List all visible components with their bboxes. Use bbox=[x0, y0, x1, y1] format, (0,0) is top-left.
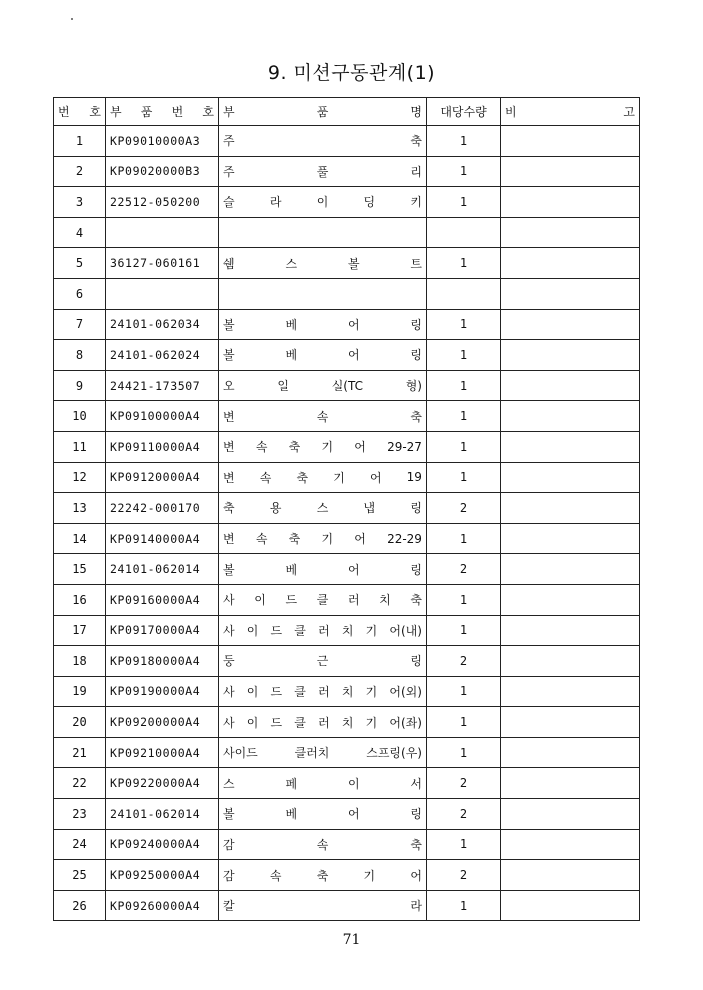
part-name-segment: 클 bbox=[316, 593, 329, 608]
table-row bbox=[54, 646, 640, 677]
part-name-segment: 키 bbox=[410, 195, 422, 210]
cell-note bbox=[501, 217, 640, 248]
cell-qty: 1 bbox=[427, 156, 501, 187]
cell-note bbox=[501, 890, 640, 921]
header-char: 호 bbox=[202, 105, 214, 119]
cell-note bbox=[501, 401, 640, 432]
cell-part-name bbox=[219, 493, 427, 524]
cell-qty: 1 bbox=[427, 707, 501, 738]
part-name-segment: 볼 bbox=[223, 348, 235, 363]
part-name-segment: 용 bbox=[269, 501, 282, 516]
cell-part-name bbox=[219, 737, 427, 768]
cell-part-no: KP09010000A3 bbox=[106, 126, 219, 157]
part-name-segment: 기 bbox=[321, 532, 334, 547]
part-name-segment: 주 bbox=[223, 134, 235, 149]
cell-no: 14 bbox=[54, 523, 106, 554]
cell-part-name bbox=[219, 217, 427, 248]
cell-part-no: 24101-062024 bbox=[106, 340, 219, 371]
cell-note bbox=[501, 431, 640, 462]
cell-part-name bbox=[219, 340, 427, 371]
part-name-segment: 쉠 bbox=[223, 256, 235, 271]
part-name-segment: 어 bbox=[354, 532, 366, 547]
cell-part-name bbox=[219, 615, 427, 646]
cell-no: 15 bbox=[54, 554, 106, 585]
cell-part-no bbox=[106, 278, 219, 309]
cell-no: 18 bbox=[54, 646, 106, 677]
part-name-segment: 사 bbox=[223, 715, 235, 730]
cell-note bbox=[501, 493, 640, 524]
cell-note bbox=[501, 462, 640, 493]
part-name-segment: 속 bbox=[269, 868, 282, 883]
cell-part-name bbox=[219, 187, 427, 218]
part-name-segment: 스 bbox=[316, 501, 329, 516]
cell-qty bbox=[427, 217, 501, 248]
cell-part-name bbox=[219, 248, 427, 279]
part-name-segment: 속 bbox=[316, 837, 329, 852]
cell-no: 17 bbox=[54, 615, 106, 646]
cell-qty: 1 bbox=[427, 890, 501, 921]
part-name-segment: 클러치 bbox=[294, 746, 330, 761]
table-row bbox=[54, 829, 640, 860]
cell-part-no: 36127-060161 bbox=[106, 248, 219, 279]
cell-no: 25 bbox=[54, 860, 106, 891]
part-name-segment: 어 bbox=[354, 440, 366, 455]
cell-note bbox=[501, 370, 640, 401]
cell-qty: 1 bbox=[427, 309, 501, 340]
part-name-segment: 어(좌) bbox=[389, 715, 422, 730]
part-name-segment: 드 bbox=[285, 593, 298, 608]
part-name-segment: 근 bbox=[316, 654, 329, 669]
header-part-name bbox=[219, 98, 427, 126]
part-name-segment: 감 bbox=[223, 868, 235, 883]
table-row bbox=[54, 156, 640, 187]
cell-qty: 2 bbox=[427, 493, 501, 524]
part-name-segment: 이 bbox=[246, 623, 259, 638]
part-name-segment: 트 bbox=[410, 256, 422, 271]
cell-part-no: KP09110000A4 bbox=[106, 431, 219, 462]
part-name-segment: 속 bbox=[259, 470, 272, 485]
cell-part-name bbox=[219, 156, 427, 187]
part-name-segment: 어 bbox=[369, 470, 382, 485]
cell-part-name bbox=[219, 890, 427, 921]
part-name-segment: 속 bbox=[255, 532, 268, 547]
cell-part-name bbox=[219, 126, 427, 157]
parts-table-header bbox=[54, 98, 640, 126]
part-name-segment: 형) bbox=[405, 379, 422, 394]
table-row bbox=[54, 737, 640, 768]
cell-part-name bbox=[219, 584, 427, 615]
cell-no: 4 bbox=[54, 217, 106, 248]
part-name-segment: 변 bbox=[223, 470, 235, 485]
part-name-segment: 스 bbox=[285, 256, 298, 271]
header-char: 부 bbox=[223, 105, 235, 119]
part-name-segment: 실(TC bbox=[331, 379, 363, 394]
part-name-segment: 사 bbox=[223, 684, 235, 699]
header-qty: 대당수량 bbox=[427, 98, 501, 126]
cell-qty: 1 bbox=[427, 462, 501, 493]
cell-part-name bbox=[219, 309, 427, 340]
part-name-segment: 축 bbox=[296, 470, 309, 485]
cell-note bbox=[501, 309, 640, 340]
part-name-segment: 드 bbox=[270, 715, 283, 730]
cell-qty: 1 bbox=[427, 126, 501, 157]
part-name-segment: 오 bbox=[223, 379, 235, 394]
header-char: 명 bbox=[410, 105, 422, 119]
table-row bbox=[54, 462, 640, 493]
cell-qty: 1 bbox=[427, 340, 501, 371]
table-row bbox=[54, 401, 640, 432]
cell-no: 8 bbox=[54, 340, 106, 371]
cell-part-name bbox=[219, 523, 427, 554]
cell-qty: 1 bbox=[427, 584, 501, 615]
part-name-segment: 이 bbox=[254, 593, 266, 608]
part-name-segment: 어(내) bbox=[389, 623, 422, 638]
cell-no: 2 bbox=[54, 156, 106, 187]
cell-note bbox=[501, 860, 640, 891]
cell-part-no: KP09140000A4 bbox=[106, 523, 219, 554]
part-name-segment: 일 bbox=[277, 379, 289, 394]
cell-part-no: 24101-062014 bbox=[106, 554, 219, 585]
cell-part-no: KP09220000A4 bbox=[106, 768, 219, 799]
part-name-segment: 기 bbox=[365, 715, 378, 730]
cell-part-no bbox=[106, 217, 219, 248]
part-name-segment: 기 bbox=[365, 623, 378, 638]
header-char: 부 bbox=[110, 105, 122, 119]
table-row bbox=[54, 860, 640, 891]
part-name-segment: 러 bbox=[318, 684, 330, 699]
part-name-segment: 축 bbox=[288, 532, 301, 547]
scan-speck bbox=[71, 18, 73, 20]
cell-qty: 2 bbox=[427, 860, 501, 891]
cell-no: 21 bbox=[54, 737, 106, 768]
part-name-segment: 축 bbox=[410, 409, 422, 424]
cell-note bbox=[501, 584, 640, 615]
header-no bbox=[54, 98, 106, 126]
cell-part-name bbox=[219, 401, 427, 432]
part-name-segment: 볼 bbox=[347, 256, 360, 271]
cell-no: 9 bbox=[54, 370, 106, 401]
part-name-segment: 칼 bbox=[223, 899, 235, 914]
table-row bbox=[54, 584, 640, 615]
cell-part-no: 22242-000170 bbox=[106, 493, 219, 524]
part-name-segment: 축 bbox=[288, 440, 301, 455]
part-name-segment: 링 bbox=[410, 317, 422, 332]
cell-note bbox=[501, 615, 640, 646]
part-name-segment: 기 bbox=[363, 868, 376, 883]
part-name-segment: 변 bbox=[223, 409, 235, 424]
part-name-segment: 어 bbox=[347, 562, 360, 577]
cell-part-name bbox=[219, 860, 427, 891]
cell-qty: 2 bbox=[427, 768, 501, 799]
cell-qty: 1 bbox=[427, 187, 501, 218]
part-name-segment: 리 bbox=[410, 164, 422, 179]
cell-note bbox=[501, 646, 640, 677]
part-name-segment: 이 bbox=[246, 715, 259, 730]
part-name-segment: 냅 bbox=[363, 501, 376, 516]
header-char: 품 bbox=[140, 105, 153, 119]
part-name-segment: 어 bbox=[347, 807, 360, 822]
part-name-segment: 페 bbox=[285, 776, 298, 791]
cell-no: 19 bbox=[54, 676, 106, 707]
cell-note bbox=[501, 829, 640, 860]
table-row bbox=[54, 126, 640, 157]
cell-note bbox=[501, 676, 640, 707]
cell-part-name bbox=[219, 370, 427, 401]
part-name-segment: 슬 bbox=[223, 195, 235, 210]
page-title: 9. 미션구동관계(1) bbox=[267, 62, 436, 84]
part-name-segment: 링 bbox=[410, 348, 422, 363]
cell-part-no: KP09210000A4 bbox=[106, 737, 219, 768]
cell-no: 6 bbox=[54, 278, 106, 309]
cell-note bbox=[501, 340, 640, 371]
cell-part-name bbox=[219, 431, 427, 462]
cell-no: 10 bbox=[54, 401, 106, 432]
table-row bbox=[54, 890, 640, 921]
part-name-segment: 어 bbox=[347, 317, 360, 332]
cell-qty: 2 bbox=[427, 554, 501, 585]
part-name-segment: 볼 bbox=[223, 807, 235, 822]
cell-note bbox=[501, 156, 640, 187]
part-name-segment: 링 bbox=[410, 807, 422, 822]
cell-qty: 1 bbox=[427, 615, 501, 646]
cell-note bbox=[501, 248, 640, 279]
part-name-segment: 축 bbox=[223, 501, 235, 516]
part-name-segment: 속 bbox=[255, 440, 268, 455]
cell-note bbox=[501, 523, 640, 554]
cell-part-name bbox=[219, 462, 427, 493]
cell-note bbox=[501, 799, 640, 830]
header-char: 품 bbox=[316, 105, 329, 119]
part-name-segment: 풀 bbox=[316, 164, 329, 179]
part-name-segment: 변 bbox=[223, 440, 235, 455]
part-name-segment: 이 bbox=[316, 195, 329, 210]
part-name-segment: 베 bbox=[285, 317, 298, 332]
cell-no: 13 bbox=[54, 493, 106, 524]
cell-part-no: KP09260000A4 bbox=[106, 890, 219, 921]
cell-note bbox=[501, 554, 640, 585]
cell-note bbox=[501, 768, 640, 799]
cell-part-no: KP09020000B3 bbox=[106, 156, 219, 187]
page-number: 71 bbox=[342, 932, 361, 948]
part-name-segment: 스프링(우) bbox=[366, 746, 422, 761]
header-char: 호 bbox=[89, 105, 101, 119]
cell-part-no: 24101-062034 bbox=[106, 309, 219, 340]
cell-qty: 1 bbox=[427, 248, 501, 279]
table-row bbox=[54, 278, 640, 309]
part-name-segment: 축 bbox=[410, 134, 422, 149]
part-name-segment: 축 bbox=[410, 837, 422, 852]
cell-note bbox=[501, 126, 640, 157]
cell-no: 20 bbox=[54, 707, 106, 738]
part-name-segment: 볼 bbox=[223, 317, 235, 332]
cell-note bbox=[501, 707, 640, 738]
part-name-segment: 19 bbox=[406, 470, 422, 485]
table-row bbox=[54, 799, 640, 830]
cell-part-name bbox=[219, 768, 427, 799]
cell-part-name bbox=[219, 646, 427, 677]
header-char: 고 bbox=[623, 105, 635, 119]
header-char: 비 bbox=[505, 105, 517, 119]
table-row bbox=[54, 707, 640, 738]
part-name-segment: 클 bbox=[294, 623, 306, 638]
part-name-segment: 드 bbox=[270, 623, 283, 638]
cell-part-no: KP09250000A4 bbox=[106, 860, 219, 891]
part-name-segment: 치 bbox=[341, 623, 354, 638]
part-name-segment: 베 bbox=[285, 562, 298, 577]
header-note bbox=[501, 98, 640, 126]
part-name-segment: 베 bbox=[285, 348, 298, 363]
part-name-segment: 클 bbox=[294, 684, 306, 699]
cell-qty: 1 bbox=[427, 676, 501, 707]
part-name-segment: 치 bbox=[379, 593, 391, 608]
part-name-segment: 이 bbox=[347, 776, 360, 791]
part-name-segment: 치 bbox=[341, 715, 354, 730]
cell-note bbox=[501, 278, 640, 309]
part-name-segment: 베 bbox=[285, 807, 298, 822]
cell-part-name bbox=[219, 278, 427, 309]
part-name-segment: 감 bbox=[223, 837, 235, 852]
part-name-segment: 기 bbox=[333, 470, 345, 485]
table-row bbox=[54, 523, 640, 554]
cell-no: 11 bbox=[54, 431, 106, 462]
cell-qty: 2 bbox=[427, 646, 501, 677]
cell-part-name bbox=[219, 829, 427, 860]
part-name-segment: 딩 bbox=[363, 195, 376, 210]
cell-qty: 1 bbox=[427, 737, 501, 768]
table-row bbox=[54, 431, 640, 462]
part-name-segment: 스 bbox=[223, 776, 235, 791]
part-name-segment: 라 bbox=[269, 195, 282, 210]
table-row bbox=[54, 615, 640, 646]
part-name-segment: 러 bbox=[318, 715, 330, 730]
cell-part-name bbox=[219, 799, 427, 830]
part-name-segment: 러 bbox=[318, 623, 330, 638]
cell-part-no: KP09180000A4 bbox=[106, 646, 219, 677]
table-row bbox=[54, 676, 640, 707]
cell-no: 24 bbox=[54, 829, 106, 860]
part-name-segment: 이 bbox=[246, 684, 259, 699]
part-name-segment: 사 bbox=[223, 623, 235, 638]
cell-no: 12 bbox=[54, 462, 106, 493]
cell-part-name bbox=[219, 676, 427, 707]
header-char: 번 bbox=[58, 105, 70, 119]
part-name-segment: 축 bbox=[410, 593, 422, 608]
part-name-segment: 클 bbox=[294, 715, 306, 730]
part-name-segment: 라 bbox=[410, 899, 422, 914]
cell-part-name bbox=[219, 707, 427, 738]
cell-no: 26 bbox=[54, 890, 106, 921]
cell-qty bbox=[427, 278, 501, 309]
cell-qty: 1 bbox=[427, 431, 501, 462]
table-row bbox=[54, 309, 640, 340]
part-name-segment: 어 bbox=[410, 868, 422, 883]
part-name-segment: 둥 bbox=[223, 654, 235, 669]
table-row bbox=[54, 248, 640, 279]
part-name-segment: 주 bbox=[223, 164, 235, 179]
cell-note bbox=[501, 737, 640, 768]
part-name-segment: 사 bbox=[223, 593, 235, 608]
part-name-segment: 서 bbox=[410, 776, 422, 791]
part-name-segment: 속 bbox=[316, 409, 329, 424]
parts-table-body bbox=[54, 126, 640, 921]
cell-part-no: KP09170000A4 bbox=[106, 615, 219, 646]
cell-part-no: KP09120000A4 bbox=[106, 462, 219, 493]
cell-no: 23 bbox=[54, 799, 106, 830]
part-name-segment: 러 bbox=[347, 593, 360, 608]
cell-part-no: KP09190000A4 bbox=[106, 676, 219, 707]
part-name-segment: 기 bbox=[321, 440, 334, 455]
header-char: 번 bbox=[171, 105, 184, 119]
parts-table bbox=[53, 97, 640, 921]
table-row bbox=[54, 217, 640, 248]
table-row bbox=[54, 493, 640, 524]
table-row bbox=[54, 340, 640, 371]
cell-part-no: 22512-050200 bbox=[106, 187, 219, 218]
cell-no: 16 bbox=[54, 584, 106, 615]
part-name-segment: 축 bbox=[316, 868, 329, 883]
cell-no: 7 bbox=[54, 309, 106, 340]
cell-part-no: KP09240000A4 bbox=[106, 829, 219, 860]
table-row bbox=[54, 187, 640, 218]
cell-note bbox=[501, 187, 640, 218]
table-row bbox=[54, 554, 640, 585]
part-name-segment: 링 bbox=[410, 501, 422, 516]
cell-qty: 1 bbox=[427, 370, 501, 401]
cell-part-no: KP09100000A4 bbox=[106, 401, 219, 432]
cell-part-no: 24421-173507 bbox=[106, 370, 219, 401]
part-name-segment: 어(외) bbox=[389, 684, 422, 699]
table-row bbox=[54, 768, 640, 799]
cell-qty: 1 bbox=[427, 829, 501, 860]
header-part-no bbox=[106, 98, 219, 126]
part-name-segment: 드 bbox=[270, 684, 283, 699]
part-name-segment: 어 bbox=[347, 348, 360, 363]
cell-qty: 1 bbox=[427, 401, 501, 432]
cell-no: 3 bbox=[54, 187, 106, 218]
cell-qty: 1 bbox=[427, 523, 501, 554]
part-name-segment: 29-27 bbox=[387, 439, 422, 454]
part-name-segment: 링 bbox=[410, 562, 422, 577]
part-name-segment: 볼 bbox=[223, 562, 235, 577]
part-name-segment: 기 bbox=[365, 684, 378, 699]
cell-part-no: KP09200000A4 bbox=[106, 707, 219, 738]
part-name-segment: 링 bbox=[410, 654, 422, 669]
cell-no: 5 bbox=[54, 248, 106, 279]
cell-part-no: KP09160000A4 bbox=[106, 584, 219, 615]
part-name-segment: 사이드 bbox=[223, 746, 258, 761]
cell-no: 1 bbox=[54, 126, 106, 157]
cell-no: 22 bbox=[54, 768, 106, 799]
cell-part-no: 24101-062014 bbox=[106, 799, 219, 830]
cell-part-name bbox=[219, 554, 427, 585]
cell-qty: 2 bbox=[427, 799, 501, 830]
part-name-segment: 변 bbox=[223, 532, 235, 547]
part-name-segment: 22-29 bbox=[387, 531, 422, 546]
part-name-segment: 치 bbox=[341, 684, 354, 699]
table-row bbox=[54, 370, 640, 401]
